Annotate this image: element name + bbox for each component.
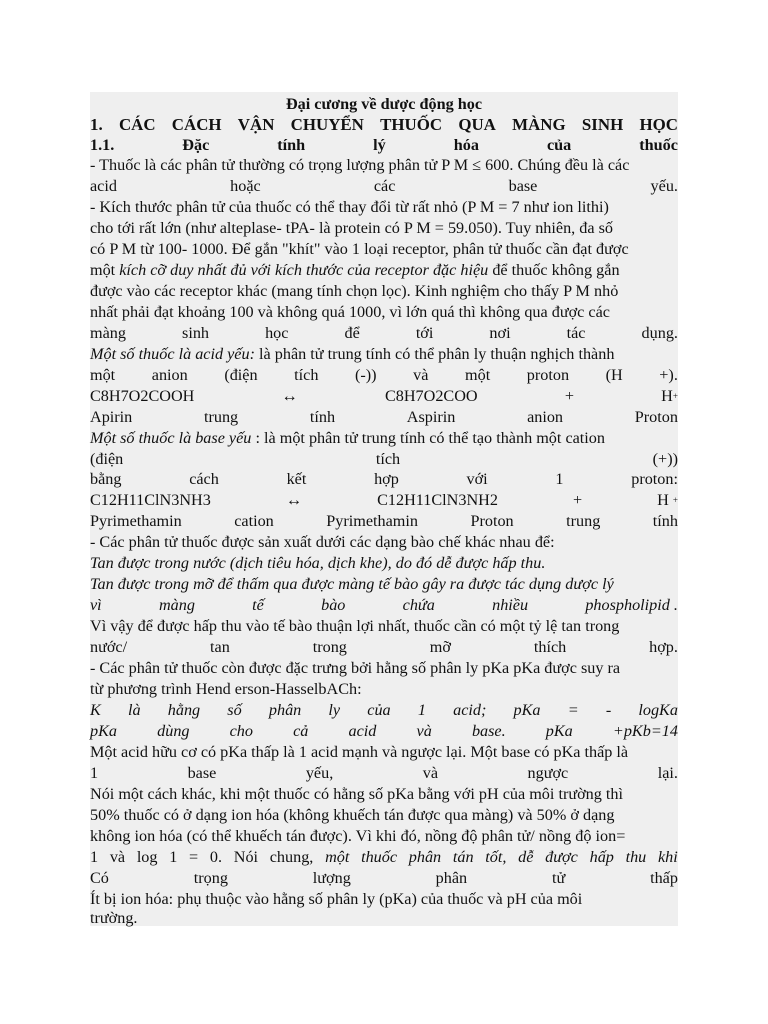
- text-segment: phân: [268, 701, 302, 719]
- text-segment: kết: [286, 470, 307, 488]
- text-segment: Pyrimethamin: [90, 512, 182, 530]
- text-segment: vì: [90, 596, 102, 614]
- text-segment: được: [545, 848, 578, 866]
- text-line: [90, 386, 678, 407]
- text-segment: H +: [657, 491, 678, 509]
- text-segment: 1: [417, 701, 426, 719]
- text-segment: -: [605, 701, 612, 719]
- text-segment: nước/: [90, 638, 128, 656]
- text-segment: mỡ: [429, 638, 451, 656]
- text-segment: số: [227, 701, 242, 719]
- text-segment: ↔: [285, 491, 303, 509]
- text-segment: SINH: [581, 115, 624, 134]
- text-segment: 1: [169, 848, 178, 866]
- text-segment: Proton: [470, 512, 514, 530]
- text-segment: lại.: [657, 764, 678, 782]
- text-segment: và: [413, 366, 429, 384]
- text-segment: thu: [625, 848, 647, 866]
- text-line: - Các phân tử thuốc còn được đặc trưng bởi hằng số phân ly pKa pKa được suy ra: [90, 659, 621, 677]
- text-segment: =: [567, 701, 579, 719]
- text-segment: chung,: [269, 848, 314, 866]
- text-line: - Thuốc là các phân tử thường có trọng lượng phân tử P M ≤ 600. Chúng đều là các: [90, 156, 630, 174]
- text-segment: học: [265, 324, 289, 342]
- text-segment: pKa: [545, 722, 573, 740]
- text-segment: C8H7O2COOH: [90, 387, 195, 405]
- text-segment: +: [564, 387, 574, 405]
- text-segment: acid: [90, 177, 117, 195]
- text-segment: màng: [90, 324, 126, 342]
- text-segment: (-)): [355, 366, 377, 384]
- text-segment: trọng: [193, 869, 228, 887]
- text-segment: THUỐC: [380, 115, 443, 134]
- text-segment: +pKb=14: [612, 722, 678, 740]
- text-segment: nơi: [489, 324, 511, 342]
- text-segment: nhiều: [492, 596, 529, 614]
- text-segment: ly: [328, 701, 341, 719]
- text-segment: dùng: [157, 722, 190, 740]
- text-segment: Nói: [233, 848, 259, 866]
- text-line: Ít bị ion hóa: phụ thuộc vào hằng số phân ly (pKa) của thuốc và pH của môi: [90, 890, 583, 908]
- text-segment: yếu.: [650, 177, 678, 195]
- text-segment: tốt,: [485, 848, 507, 866]
- text-segment: base: [508, 177, 538, 195]
- text-segment: CHUYỂN: [290, 115, 364, 134]
- text-segment: tử: [551, 869, 566, 887]
- text-line: 50% thuốc có ở dạng ion hóa (không khuếch tán được qua màng) và 50% ở dạng: [90, 806, 615, 824]
- text-segment: (+)): [652, 450, 678, 468]
- text-segment: ↔: [281, 387, 298, 405]
- text-line: không ion hóa (có thể khuếch tán được). Vì khi đó, nồng độ phân tử/ nồng độ ion=: [90, 827, 626, 845]
- text-segment: lượng: [312, 869, 351, 887]
- text-line: - Kích thước phân tử của thuốc có thể thay đổi từ rất nhỏ (P M = 7 như ion lithi): [90, 198, 609, 216]
- text-segment: cả: [293, 722, 309, 740]
- text-segment: base.: [471, 722, 506, 740]
- text-segment: 1: [90, 764, 99, 782]
- text-segment: tích: [375, 450, 401, 468]
- text-segment: hợp: [374, 470, 399, 488]
- text-segment: 1: [555, 470, 564, 488]
- text-line: [90, 847, 678, 868]
- text-segment: hấp: [589, 848, 614, 866]
- text-line: trường.: [90, 909, 138, 927]
- text-segment: một: [465, 366, 491, 384]
- text-line: [90, 365, 678, 386]
- text-segment: sinh: [182, 324, 210, 342]
- text-segment: hoặc: [230, 177, 261, 195]
- text-segment: CÁCH: [171, 115, 222, 134]
- text-segment: và: [416, 722, 432, 740]
- text-segment: thấp: [650, 869, 678, 887]
- text-segment: +: [572, 491, 583, 509]
- text-segment: CÁC: [118, 115, 156, 134]
- text-segment: log: [136, 848, 158, 866]
- text-segment: Có: [90, 869, 109, 887]
- text-segment: là: [127, 701, 141, 719]
- text-segment: C12H11ClN3NH2: [377, 491, 498, 509]
- text-line: được vào các receptor khác (mang tính chọn lọc). Kinh nghiệm cho thấy P M nhỏ: [90, 282, 619, 300]
- text-line: Một acid hữu cơ có pKa thấp là 1 acid mạnh và ngược lại. Một base có pKa thấp là: [90, 743, 629, 761]
- text-segment: của: [546, 136, 572, 154]
- text-segment: H+: [661, 387, 678, 405]
- text-line: [90, 511, 678, 532]
- text-segment: tác: [566, 324, 586, 342]
- text-segment: C8H7O2COO: [384, 387, 478, 405]
- document-title: Đại cương về dược động học: [285, 95, 483, 113]
- text-segment: HỌC: [639, 115, 678, 134]
- text-segment: 0.: [209, 848, 223, 866]
- text-line: [90, 469, 678, 490]
- text-segment: tính: [277, 136, 306, 154]
- text-segment: hợp.: [649, 638, 678, 656]
- text-segment: bào: [321, 596, 346, 614]
- text-line: [90, 595, 678, 616]
- text-line: nhất phải đạt khoảng 100 và không quá 1000, vì lớn quá thì không qua được các: [90, 303, 610, 321]
- text-segment: Aspirin: [406, 408, 456, 426]
- text-segment: (H: [605, 366, 623, 384]
- text-segment: =: [189, 848, 199, 866]
- text-line: Tan được trong nước (dịch tiêu hóa, dịch khe), do đó dễ được hấp thu.: [90, 554, 546, 572]
- text-segment: trong: [312, 638, 347, 656]
- text-segment: tính: [652, 512, 678, 530]
- text-line: có P M từ 100- 1000. Để gắn "khít" vào 1 loại receptor, phân tử thuốc cần đạt được: [90, 240, 629, 258]
- text-segment: C12H11ClN3NH3: [90, 491, 211, 509]
- text-segment: Proton: [634, 408, 678, 426]
- text-segment: thuốc: [639, 136, 678, 154]
- text-segment: phân: [435, 869, 468, 887]
- text-segment: Đặc: [182, 136, 210, 154]
- text-segment: acid: [348, 722, 377, 740]
- text-segment: một: [90, 366, 116, 384]
- text-line: Tan được trong mỡ để thấm qua được màng tế bào gây ra được tác dụng dược lý: [90, 575, 614, 593]
- text-line: [90, 637, 678, 658]
- text-segment: proton:: [631, 470, 678, 488]
- text-segment: cách: [189, 470, 219, 488]
- text-line: Một số thuốc là base yếu : là một phân tử trung tính có thể tạo thành một cation: [90, 429, 605, 447]
- text-segment: dụng.: [641, 324, 678, 342]
- text-segment: base: [187, 764, 217, 782]
- text-segment: 1.1.: [90, 136, 115, 154]
- text-segment: tới: [415, 324, 434, 342]
- text-segment: và: [109, 848, 126, 866]
- text-segment: tán: [452, 848, 474, 866]
- text-segment: tế: [252, 596, 264, 614]
- text-line: [90, 407, 678, 428]
- text-segment: để: [344, 324, 360, 342]
- text-segment: chứa: [402, 596, 435, 614]
- text-segment: thích: [533, 638, 567, 656]
- text-segment: MÀNG: [512, 115, 566, 134]
- text-segment: QUA: [458, 115, 496, 134]
- text-segment: 1.: [90, 115, 103, 134]
- text-segment: 1: [90, 848, 99, 866]
- text-segment: lý: [373, 136, 386, 154]
- text-segment: pKa: [90, 722, 117, 740]
- text-segment: (điện: [90, 450, 124, 468]
- text-line: một kích cỡ duy nhất đủ với kích thước của receptor đặc hiệu để thuốc không gắn: [90, 261, 620, 279]
- text-line: [90, 176, 678, 197]
- text-line: [90, 868, 678, 889]
- text-segment: Apirin: [90, 408, 133, 426]
- text-line: [90, 700, 678, 721]
- text-segment: tính: [309, 408, 336, 426]
- text-segment: acid;: [453, 701, 487, 719]
- text-segment: của: [367, 701, 391, 719]
- text-segment: và: [422, 764, 439, 782]
- text-segment: cho: [229, 722, 253, 740]
- text-line: từ phương trình Hend erson-HasselbACh:: [90, 680, 362, 698]
- text-segment: hằng: [167, 701, 201, 719]
- text-segment: màng: [158, 596, 195, 614]
- text-segment: trung: [566, 512, 601, 530]
- text-segment: cation: [234, 512, 274, 530]
- text-segment: thuốc: [361, 848, 398, 866]
- text-segment: +).: [659, 366, 678, 384]
- text-line: Vì vậy để được hấp thu vào tế bào thuận lợi nhất, thuốc cần có một tỷ lệ tan trong: [90, 617, 620, 635]
- text-line: Nói một cách khác, khi một thuốc có hằng số pKa bằng với pH của môi trường thì: [90, 785, 623, 803]
- text-segment: tích: [294, 366, 319, 384]
- text-line: [90, 490, 678, 511]
- text-segment: anion: [151, 366, 188, 384]
- text-segment: một: [325, 848, 350, 866]
- text-line: [90, 449, 678, 470]
- text-segment: anion: [527, 408, 564, 426]
- text-segment: pKa: [513, 701, 541, 719]
- text-segment: yếu,: [305, 764, 334, 782]
- text-segment: VẬN: [237, 115, 275, 134]
- text-segment: K: [90, 701, 101, 719]
- text-line: [90, 135, 678, 156]
- text-segment: khi: [658, 848, 678, 866]
- text-segment: phân: [408, 848, 442, 866]
- text-line: [90, 721, 678, 742]
- text-line: - Các phân tử thuốc được sản xuất dưới các dạng bào chế khác nhau để:: [90, 533, 555, 551]
- text-segment: proton: [526, 366, 570, 384]
- text-segment: bằng: [90, 470, 122, 488]
- text-segment: trung: [203, 408, 239, 426]
- text-line: Một số thuốc là acid yếu: là phân tử trung tính có thể phân ly thuận nghịch thành: [90, 345, 615, 363]
- text-line: [90, 323, 678, 344]
- text-line: [90, 763, 678, 784]
- text-segment: tan: [210, 638, 230, 656]
- text-segment: Pyrimethamin: [326, 512, 418, 530]
- text-segment: phospholipid .: [585, 596, 678, 614]
- text-segment: ngược: [527, 764, 569, 782]
- text-segment: các: [373, 177, 396, 195]
- text-segment: với: [466, 470, 488, 488]
- text-line: [90, 114, 678, 135]
- text-segment: logKa: [638, 701, 678, 719]
- text-segment: (điện: [224, 366, 258, 384]
- text-segment: hóa: [453, 136, 479, 154]
- text-line: cho tới rất lớn (như alteplase- tPA- là protein có P M = 59.050). Tuy nhiên, đa số: [90, 219, 613, 237]
- text-segment: dễ: [518, 848, 534, 866]
